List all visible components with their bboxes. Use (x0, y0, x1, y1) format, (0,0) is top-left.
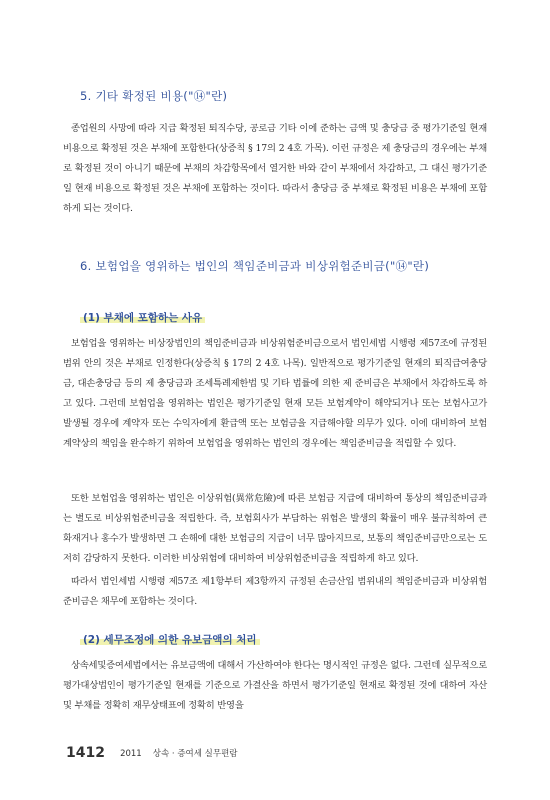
footer-year: 2011 (120, 749, 142, 759)
footer-book-title: 상속 · 증여세 실무편람 (152, 749, 238, 759)
subsection-2-paragraph: 상속세및증여세법에서는 유보금액에 대해서 가산하여야 한다는 명시적인 규정은 없다. 그런데 실무적으로 평가대상법인이 평가기준일 현재를 기준으로 가결산을 하면서 평가기준일 현재로 확정된 것에 대하여 자산 및 부채를 정확히 재무상태표에 정확히 반영을 (63, 660, 487, 711)
section-5-title: 5. 기타 확정된 비용("⑭"란) (80, 89, 228, 103)
section-6-title: 6. 보험업을 영위하는 법인의 책임준비금과 비상위험준비금("⑭"란) (80, 259, 430, 273)
page-number: 1412 (66, 745, 105, 761)
subsection-2-heading-text: (2) 세무조정에 의한 유보금액의 처리 (80, 634, 260, 646)
subsection-1-paragraph-2: 또한 보험업을 영위하는 법인은 이상위험(異常危險)에 따른 보험금 지급에 대비하여 통상의 책임준비금과는 별도로 비상위험준비금을 적립한다. 즉, 보험회사가 부담하는 위험은 발생의 확률이 매우 불규칙하여 큰 화재거나 홍수가 발생하면 그 손해에 대한 보험금의 지급이 너무 많아지므로, 보통의 책임준비금만으로는 도저히 감당하지 못한다. 이러한 비상위험에 대비하여 비상위험준비금을 적립하게 하고 있다. (63, 493, 487, 564)
page-footer (66, 741, 238, 761)
section-5-paragraph: 종업원의 사망에 따라 지급 확정된 퇴직수당, 공로금 기타 이에 준하는 금액 및 충당금 중 평가기준일 현재 비용으로 확정된 것은 부채에 포함한다(상증칙 § 17의 2 4호 가목). 이런 규정은 제 충당금의 경우에는 부채로 확정된 것이 아니기 때문에 부채의 차감항목에서 열거한 바와 같이 부채에서 차감하고, 그 대신 평가기준일 현재 비용으로 확정된 것은 부채에 포함하는 것이다. 따라서 충당금 중 부채로 확정된 비용은 부채에 포함하게 되는 것이다. (63, 123, 487, 214)
subsection-1-paragraph-3: 따라서 법인세법 시행령 제57조 제1항부터 제3항까지 규정된 손금산입 범위내의 책임준비금과 비상위험준비금은 채무에 포함하는 것이다. (63, 576, 487, 607)
subsection-2-heading (76, 631, 264, 648)
subsection-1-paragraph-1: 보험업을 영위하는 비상장법인의 책임준비금과 비상위험준비금으로서 법인세법 시행령 제57조에 규정된 범위 안의 것은 부채로 인정한다(상증칙 § 17의 2 4호 나목). 일반적으로 평가기준일 현재의 퇴직급여충당금, 대손충당금 등의 제 충당금과 조세특례제한법 및 기타 법률에 의한 제 준비금은 부채에서 차감하도록 하고 있다. 그런데 보험업을 영위하는 법인은 평가기준일 현재 모든 보험계약이 해약되거나 또는 보험사고가 발생될 경우에 계약자 또는 수익자에게 환급액 또는 보험금을 지급해야할 의무가 있다. 이에 대비하여 보험계약상의 책임을 완수하기 위하여 보험업을 영위하는 법인의 경우에는 책임준비금을 적립할 수 있다. (63, 338, 487, 449)
subsection-1-heading-text: (1) 부채에 포함하는 사유 (80, 312, 205, 324)
subsection-1-heading (76, 309, 209, 326)
